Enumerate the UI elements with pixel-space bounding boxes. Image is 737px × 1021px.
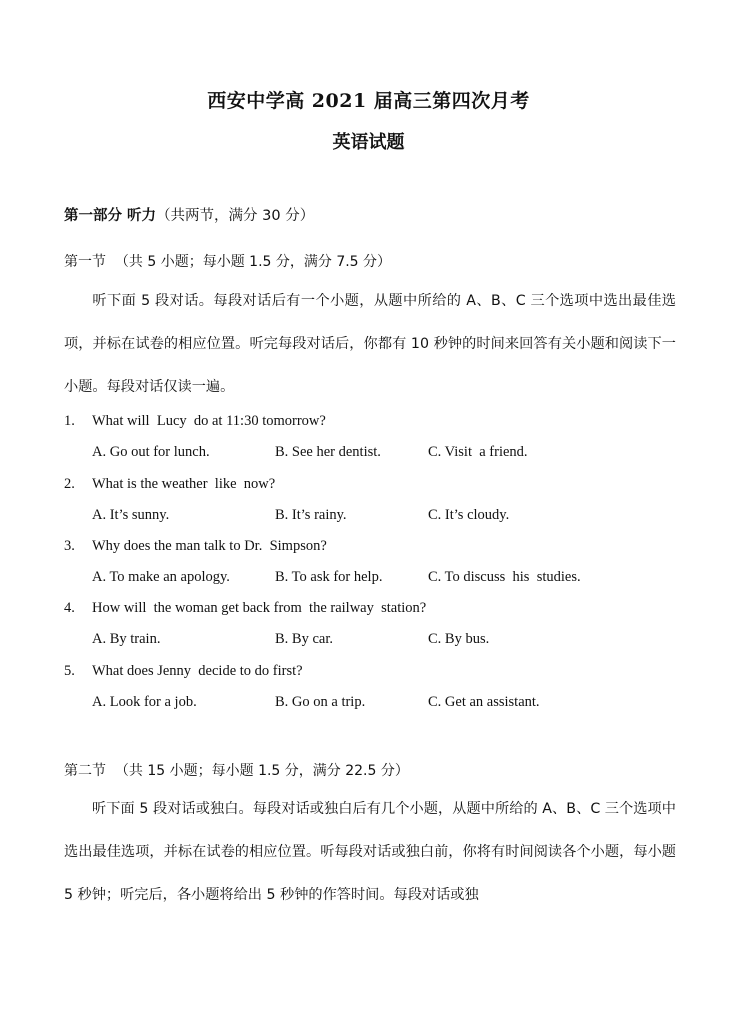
section1-instructions [64,280,676,409]
question-text: What does Jenny decide to do first? [92,663,303,679]
question-2-option-b: B. It’s rainy. [275,507,347,523]
question-1-option-b: B. See her dentist. [275,444,381,460]
question-4-option-c: C. By bus. [428,631,490,647]
question-number: 4. [64,600,75,616]
exam-subtitle: 英语试题 [332,132,405,153]
question-number: 3. [64,538,75,554]
question-3-option-b: B. To ask for help. [275,569,383,585]
question-number: 1. [64,413,75,429]
question-number: 2. [64,476,75,492]
section2-instructions [64,788,676,917]
exam-title: 西安中学高 2021 届高三第四次月考 [207,90,530,112]
question-5 [64,663,303,680]
question-4 [64,600,426,617]
question-5-option-c: C. Get an assistant. [428,694,540,710]
question-4-option-a: A. By train. [92,631,161,647]
section1-heading: 第一节 （共 5 小题；每小题 1.5 分，满分 7.5 分） [64,254,392,270]
part1-heading [64,204,314,225]
question-1-option-c: C. Visit a friend. [428,444,528,460]
question-2-option-a: A. It’s sunny. [92,507,170,523]
part1-heading-detail: （共两节，满分 30 分） [156,208,315,224]
part1-heading-main: 第一部分 听力 [64,208,157,224]
question-1 [64,413,326,430]
question-text: How will the woman get back from the railway station? [92,600,427,616]
question-4-option-b: B. By car. [275,631,333,647]
question-5-option-a: A. Look for a job. [92,694,197,710]
question-3 [64,538,327,555]
question-2 [64,476,275,493]
section2-heading: 第二节 （共 15 小题；每小题 1.5 分，满分 22.5 分） [64,763,409,779]
question-text: What will Lucy do at 11:30 tomorrow? [92,413,326,429]
question-text: What is the weather like now? [92,476,276,492]
question-number: 5. [64,663,75,679]
section2-instructions-text: 听下面 5 段对话或独白。每段对话或独白后有几个小题，从题中所给的 A、B、C 三个选项中选出最佳选项，并标在试卷的相应位置。听每段对话或独白前，你将有时间阅读各个小题，每小题 5 秒钟；听完后，各小题将给出 5 秒钟的作答时间。每段对话或独 [64,801,676,903]
question-2-option-c: C. It’s cloudy. [428,507,510,523]
question-5-option-b: B. Go on a trip. [275,694,366,710]
question-1-option-a: A. Go out for lunch. [92,444,210,460]
question-3-option-c: C. To discuss his studies. [428,569,581,585]
question-3-option-a: A. To make an apology. [92,569,230,585]
section1-instructions-text: 听下面 5 段对话。每段对话后有一个小题，从题中所给的 A、B、C 三个选项中选出最佳选项，并标在试卷的相应位置。听完每段对话后，你都有 10 秒钟的时间来回答有关小题和阅读下一小题。每段对话仅读一遍。 [64,293,676,395]
question-text: Why does the man talk to Dr. Simpson? [92,538,327,554]
